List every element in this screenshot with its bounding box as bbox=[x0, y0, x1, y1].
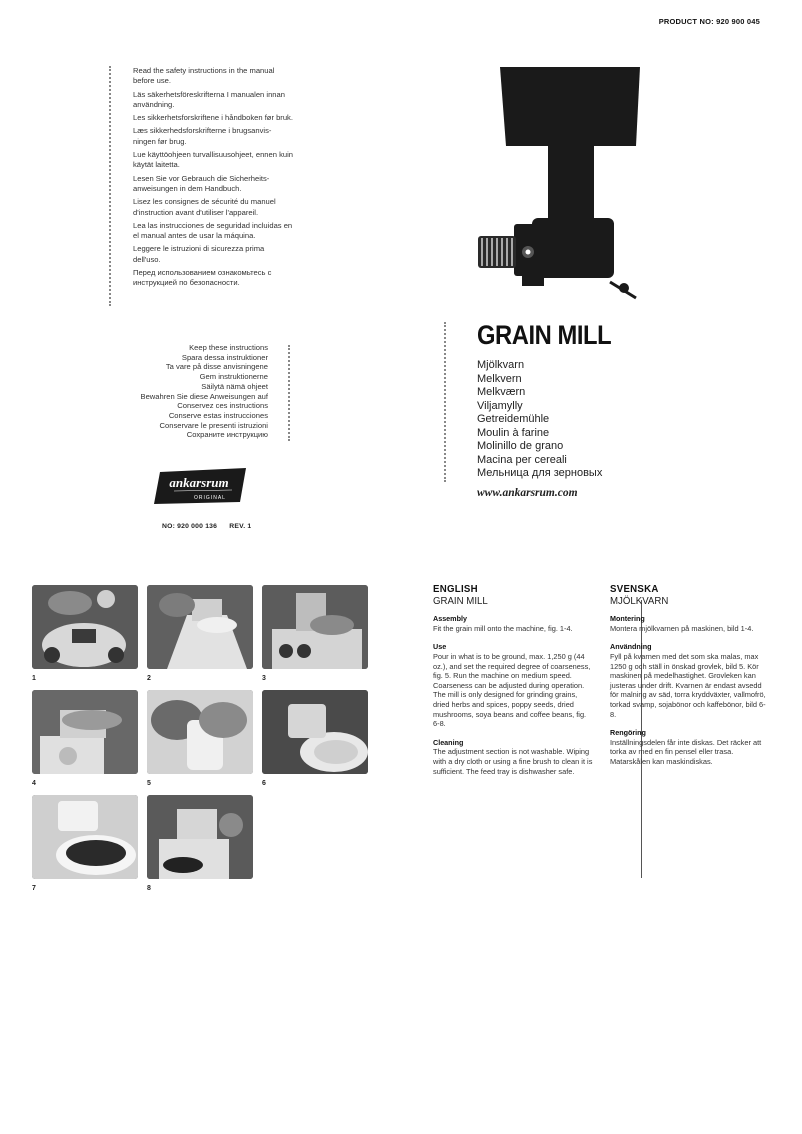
figure-label: 1 bbox=[32, 675, 36, 682]
safety-text-es: Lea las instrucciones de seguridad incluidas en el manual antes de usar la máquina. bbox=[133, 220, 293, 241]
product-title: GRAIN MILL bbox=[477, 320, 612, 350]
logo-sub: ORIGINAL bbox=[194, 495, 226, 501]
dotted-divider bbox=[288, 345, 290, 441]
keep-text: Сохраните инструкцию bbox=[186, 430, 268, 440]
figure-photo-8 bbox=[147, 795, 253, 879]
section-title: Use bbox=[433, 642, 447, 652]
product-name: Viljamylly bbox=[477, 399, 523, 412]
safety-text-sv: Läs säkerhetsföreskrifterna I manualen innan användning. bbox=[133, 89, 285, 109]
keep-instructions bbox=[124, 343, 268, 440]
doc-no: NO: 920 000 136 bbox=[162, 523, 218, 530]
product-name: Moulin à farine bbox=[477, 426, 550, 439]
keep-text: Bewahren Sie diese Anweisungen auf bbox=[140, 391, 268, 401]
safety-instructions bbox=[133, 66, 293, 292]
dotted-divider bbox=[444, 322, 446, 482]
keep-text: Conservez ces instructions bbox=[177, 401, 268, 411]
figure-label: 4 bbox=[32, 780, 36, 787]
product-name: Macina per cereali bbox=[477, 453, 567, 466]
figure-label: 2 bbox=[147, 675, 151, 682]
product-names bbox=[477, 359, 602, 481]
section-text: The adjustment section is not washable. Wiping with a dry cloth or using a fine brush to clean it is sufficient. The feed tray is dishwasher safe. bbox=[433, 747, 593, 776]
website-url: www.ankarsrum.com bbox=[477, 487, 578, 499]
safety-text-da: Læs sikkerhedsforskrifterne i brugsanvis-ningen før brug. bbox=[133, 126, 272, 146]
product-name: Molinillo de grano bbox=[477, 440, 564, 452]
english-section bbox=[433, 585, 593, 785]
svenska-subheading: MJÖLKVARN bbox=[610, 594, 669, 607]
section-text: Pour in what is to be ground, max. 1,250 g (44 oz.), and set the required degree of coarseness, fig. 5. Run the machine on medium speed. Coarseness can be adjusted during operation. The mill is only designed for grinding grains, dried herbs and spices, poppy seeds, dried mushrooms, soya beans and coffee beans, fig. 6-8. bbox=[433, 651, 591, 729]
product-name: Mjölkvarn bbox=[477, 359, 525, 371]
safety-text-de: Lesen Sie vor Gebrauch die Sicherheits-anweisungen in dem Handbuch. bbox=[133, 173, 270, 193]
product-name: Melkvern bbox=[477, 372, 522, 385]
section-title: Användning bbox=[610, 642, 652, 652]
keep-text: Spara dessa instruktioner bbox=[181, 352, 268, 362]
safety-text-it: Leggere le istruzioni di sicurezza prima dell'uso. bbox=[133, 244, 265, 264]
figure-photo-5 bbox=[147, 690, 253, 774]
svenska-heading: SVENSKA bbox=[610, 583, 659, 595]
section-text: Montera mjölkvarnen på maskinen, bild 1-4. bbox=[610, 623, 754, 633]
safety-text-en: Read the safety instructions in the manual before use. bbox=[133, 66, 275, 86]
document-number bbox=[162, 523, 261, 530]
keep-text: Ta vare på disse anvisningene bbox=[165, 362, 268, 372]
safety-text-no: Les sikkerhetsforskriftene i håndboken før bruk. bbox=[133, 113, 293, 123]
figure-photo-3 bbox=[262, 585, 368, 669]
keep-text: Conserve estas instrucciones bbox=[168, 410, 268, 420]
product-name: Getreidemühle bbox=[477, 413, 550, 425]
figure-photo-2 bbox=[147, 585, 253, 669]
section-title: Montering bbox=[610, 614, 645, 624]
section-title: Rengöring bbox=[610, 728, 646, 738]
figure-photo-1 bbox=[32, 585, 138, 669]
section-text: Fyll på kvarnen med det som ska malas, max 1250 g och ställ in önskad grovlek, bild 5. Kör maskinen på medelhastighet. Grovleken kan justeras under drift. Kvarnen är endast avsedd för malning av säd, torra kryddväxter, vallmofrö, torkad svamp, sojabönor och kaffebönor, bild 6-8. bbox=[610, 651, 766, 719]
keep-text: Conservare le presenti istruzioni bbox=[159, 420, 268, 430]
safety-text-ru: Перед использованием ознакомьтесь с инструкцией по безопасности. bbox=[133, 268, 272, 288]
section-title: Cleaning bbox=[433, 737, 464, 747]
section-title: Assembly bbox=[433, 614, 467, 624]
figure-label: 8 bbox=[147, 885, 151, 892]
figure-grid bbox=[32, 585, 372, 895]
logo-wordmark: ankarsrum bbox=[169, 475, 229, 490]
english-heading: ENGLISH bbox=[433, 583, 478, 595]
grain-mill-illustration bbox=[470, 66, 640, 302]
product-name: Мельница для зерновых bbox=[477, 467, 603, 479]
product-name: Melkværn bbox=[477, 386, 526, 398]
figure-photo-4 bbox=[32, 690, 138, 774]
figure-label: 3 bbox=[262, 675, 266, 682]
doc-rev: REV. 1 bbox=[229, 523, 252, 530]
english-subheading: GRAIN MILL bbox=[433, 594, 488, 607]
figure-label: 6 bbox=[262, 780, 266, 787]
section-text: Inställningsdelen får inte diskas. Det räcker att torka av med en fin pensel eller trasa. Matarskålen kan maskindiskas. bbox=[610, 737, 762, 766]
figure-label: 7 bbox=[32, 885, 36, 892]
keep-text: Gem instruktionerne bbox=[199, 372, 268, 382]
safety-text-fr: Lisez les consignes de sécurité du manuel d'instruction avant d'utiliser l'appareil. bbox=[133, 197, 276, 217]
keep-text: Keep these instructions bbox=[189, 343, 268, 352]
safety-text-fi: Lue käyttöohjeen turvallisuusohjeet, ennen kuin käytät laitetta. bbox=[133, 150, 294, 170]
keep-text: Säilytä nämä ohjeet bbox=[201, 381, 268, 391]
ankarsrum-logo bbox=[152, 466, 248, 506]
section-text: Fit the grain mill onto the machine, fig. 1-4. bbox=[433, 623, 573, 633]
figure-label: 5 bbox=[147, 780, 151, 787]
figure-photo-6 bbox=[262, 690, 368, 774]
figure-photo-7 bbox=[32, 795, 138, 879]
dotted-divider bbox=[109, 66, 111, 306]
product-number: PRODUCT NO: 920 900 045 bbox=[658, 17, 760, 26]
svenska-section bbox=[610, 585, 770, 776]
